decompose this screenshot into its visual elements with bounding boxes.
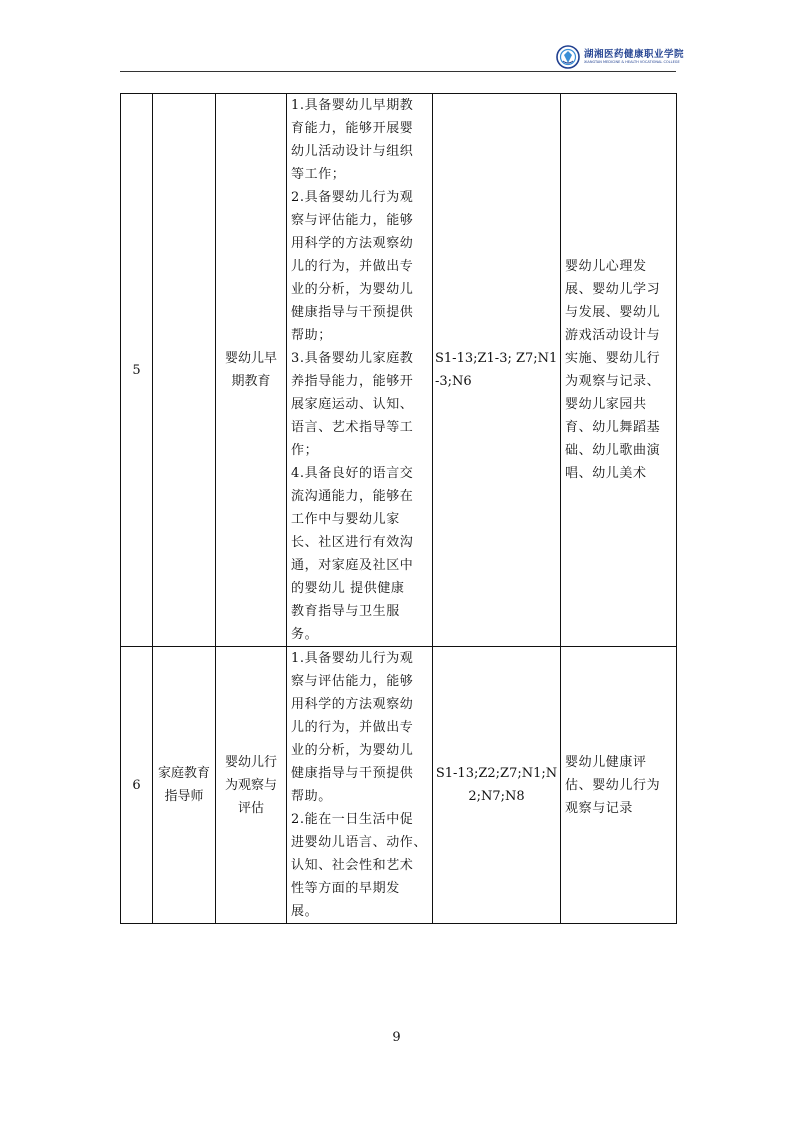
ability-line: 进婴幼儿语言、动作、	[291, 835, 428, 850]
ability-line: 业的分析，为婴幼儿	[291, 743, 414, 758]
ability-line: 通，对家庭及社区中	[291, 558, 414, 573]
ability-line: 健康指导与干预提供	[291, 305, 414, 320]
ability-line: 1.具备婴幼儿行为观	[291, 651, 414, 666]
ability-line: 展。	[291, 904, 319, 919]
table-row	[121, 647, 677, 924]
curriculum-table	[120, 93, 677, 924]
work-task-cell: 婴幼儿行为观察与评估	[216, 647, 287, 924]
ability-line: 健康指导与干预提供	[291, 766, 414, 781]
ability-line: 教育指导与卫生服	[291, 604, 400, 619]
ability-line: 帮助；	[291, 328, 332, 343]
ability-line: 用科学的方法观察幼	[291, 236, 414, 251]
ability-line: 察与评估能力，能够	[291, 213, 414, 228]
ability-line: 察与评估能力，能够	[291, 674, 414, 689]
college-logo	[556, 43, 685, 71]
ability-line: 认知、社会性和艺术	[291, 858, 414, 873]
college-emblem-icon	[556, 45, 580, 69]
page-number: 9	[392, 1030, 401, 1045]
ability-line: 展家庭运动、认知、	[291, 397, 414, 412]
table-row	[121, 94, 677, 647]
ability-line: 长、社区进行有效沟	[291, 535, 414, 550]
courses-cell: 婴幼儿健康评估、婴幼儿行为观察与记录	[561, 647, 677, 924]
ability-line: 性等方面的早期发	[291, 881, 400, 896]
ability-line: 4.具备良好的语言交	[291, 466, 414, 481]
college-name-cn: 湖湘医药健康职业学院	[584, 48, 685, 60]
ability-line: 工作中与婴幼儿家	[291, 512, 400, 527]
ability-line: 2.能在一日生活中促	[291, 812, 414, 827]
ability-line: 的婴幼儿 提供健康	[291, 581, 405, 596]
ability-line: 作；	[291, 443, 319, 458]
ability-line: 1.具备婴幼儿早期教	[291, 98, 414, 113]
college-name-en: XIANGTAN MEDICINE & HEALTH VOCATIONAL COLLEGE	[584, 60, 680, 64]
ability-line: 流沟通能力，能够在	[291, 489, 414, 504]
standard-codes-cell: S1-13;Z1-3; Z7;N1-3;N6	[433, 94, 561, 647]
ability-line: 育能力，能够开展婴	[291, 121, 414, 136]
ability-line: 幼儿活动设计与组织	[291, 144, 414, 159]
courses-cell: 婴幼儿心理发展、婴幼儿学习与发展、婴幼儿游戏活动设计与实施、婴幼儿行为观察与记录、婴幼儿家园共育、幼儿舞蹈基础、幼儿歌曲演唱、幼儿美术	[561, 94, 677, 647]
header-divider	[120, 71, 676, 72]
ability-line: 2.具备婴幼儿行为观	[291, 190, 414, 205]
ability-line: 3.具备婴幼儿家庭教	[291, 351, 414, 366]
ability-line: 等工作；	[291, 167, 346, 182]
ability-line: 儿的行为，并做出专	[291, 720, 414, 735]
ability-line: 儿的行为，并做出专	[291, 259, 414, 274]
position-cell: 家庭教育指导师	[153, 647, 216, 924]
row-index: 6	[121, 647, 153, 924]
row-index: 5	[121, 94, 153, 647]
ability-line: 务。	[291, 627, 319, 642]
work-task-cell: 婴幼儿早期教育	[216, 94, 287, 647]
position-cell	[153, 94, 216, 647]
abilities-cell	[287, 647, 433, 924]
ability-line: 帮助。	[291, 789, 332, 804]
ability-line: 语言、艺术指导等工	[291, 420, 414, 435]
ability-line: 养指导能力，能够开	[291, 374, 414, 389]
standard-codes-cell: S1-13;Z2;Z7;N1;N2;N7;N8	[433, 647, 561, 924]
abilities-cell	[287, 94, 433, 647]
ability-line: 业的分析，为婴幼儿	[291, 282, 414, 297]
ability-line: 用科学的方法观察幼	[291, 697, 414, 712]
